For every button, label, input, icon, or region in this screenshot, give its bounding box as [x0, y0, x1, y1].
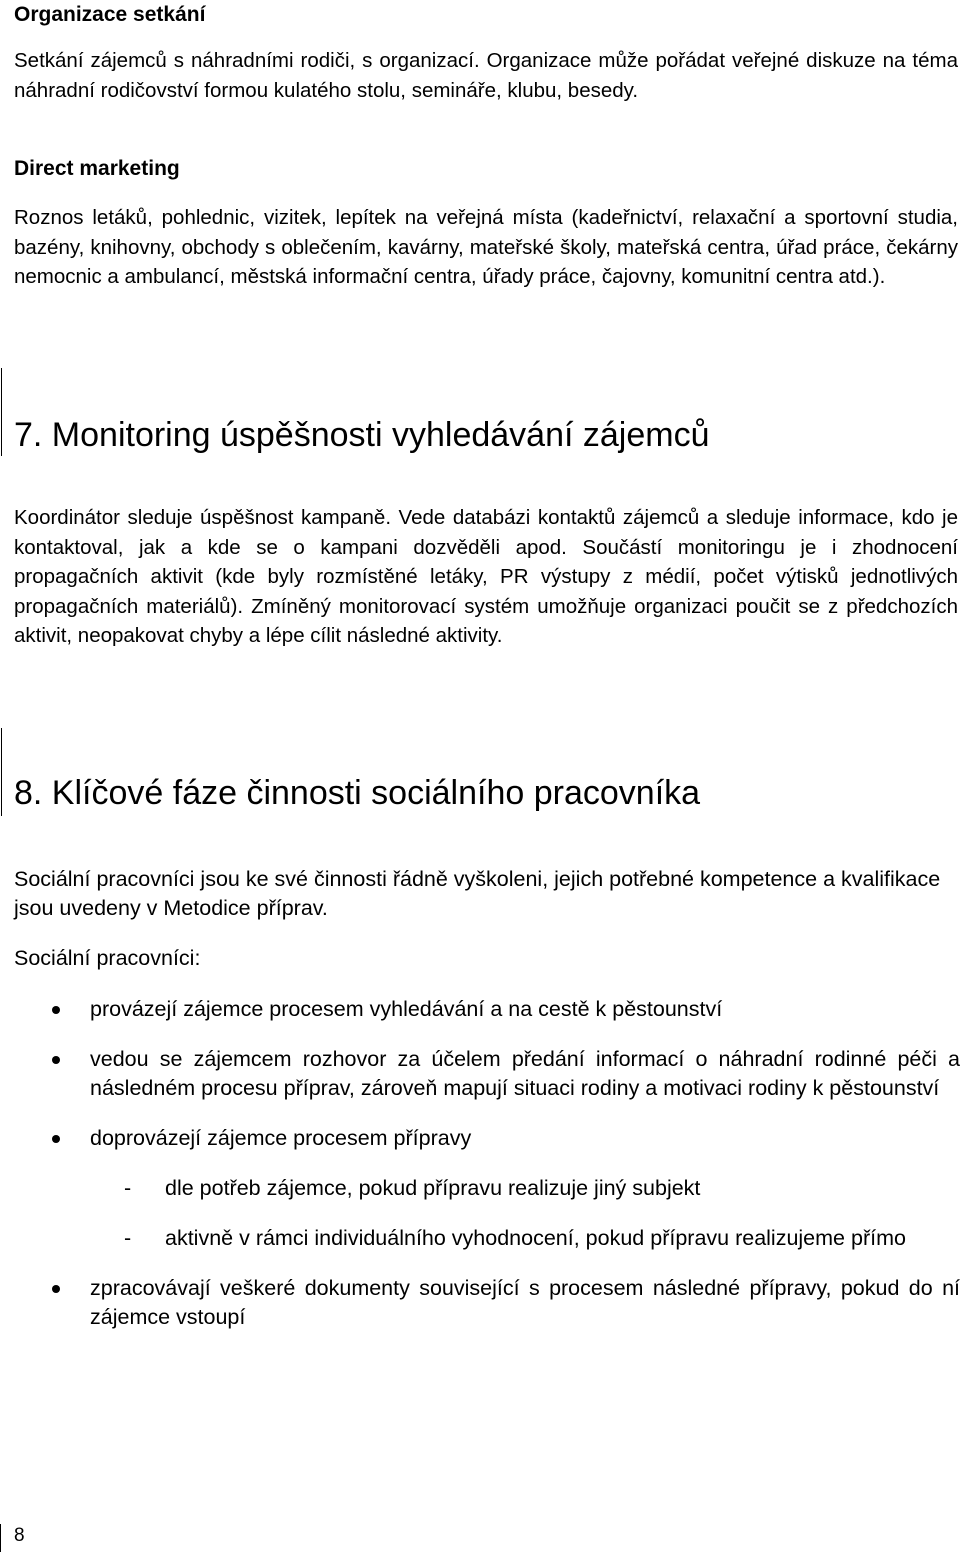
bullet-icon	[52, 1006, 60, 1014]
dash-marker: -	[124, 1226, 132, 1250]
bullet-icon	[52, 1135, 60, 1143]
sub-list-item-text: aktivně v rámci individuálního vyhodnocení, pokud přípravu realizujeme přímo	[165, 1226, 906, 1250]
list-item	[14, 1124, 960, 1253]
list-item	[14, 995, 960, 1024]
list-item-text: provázejí zájemce procesem vyhledávání a na cestě k pěstounství	[90, 997, 723, 1021]
bullet-icon	[52, 1285, 60, 1293]
list-item	[14, 1045, 960, 1103]
sub-list-item	[14, 1174, 960, 1203]
heading-margin-bar	[1, 368, 2, 456]
heading-organizace-setkani: Organizace setkání	[14, 3, 206, 26]
sub-list-item-text: dle potřeb zájemce, pokud přípravu realizuje jiný subjekt	[165, 1176, 701, 1200]
list-item	[14, 1274, 960, 1332]
list-item-text: doprovázejí zájemce procesem přípravy	[90, 1126, 472, 1150]
bullet-list	[14, 995, 960, 1353]
paragraph-monitoring: Koordinátor sleduje úspěšnost kampaně. Vede databázi kontaktů zájemců a sleduje informace, kdo je kontaktoval, jak a kde se o kampani dozvěděli apod. Součástí monitoringu je i zhodnocení propagačních aktivit (kde byly rozmístěné letáky, PR výstupy z médií, počet výtisků jednotlivých propagačních materiálů). Zmíněný monitorovací systém umožňuje organizaci poučit se z předchozích aktivit, neopakovat chyby a lépe cílit následné aktivity.	[14, 506, 958, 647]
section-heading-8: 8. Klíčové fáze činnosti sociálního pracovníka	[14, 774, 701, 812]
bullet-icon	[52, 1056, 60, 1064]
list-item-text: vedou se zájemcem rozhovor za účelem předání informací o náhradní rodinné péči a následném procesu příprav, zároveň mapují situaci rodiny a motivaci rodiny k pěstounství	[90, 1047, 960, 1100]
paragraph-socialni-pracovnici-intro: Sociální pracovníci jsou ke své činnosti řádně vyškoleni, jejich potřebné kompetence a kvalifikace jsou uvedeny v Metodice příprav.	[14, 867, 941, 920]
sub-list	[14, 1174, 960, 1253]
sub-list-item	[14, 1224, 960, 1253]
list-item-text: zpracovávají veškeré dokumenty související s procesem následné přípravy, pokud do ní zájemce vstoupí	[90, 1276, 960, 1329]
heading-margin-bar	[1, 728, 2, 816]
paragraph-organizace-setkani: Setkání zájemců s náhradními rodiči, s organizací. Organizace může pořádat veřejné diskuze na téma náhradní rodičovství formou kulatého stolu, semináře, klubu, besedy.	[14, 49, 958, 102]
paragraph-direct-marketing: Roznos letáků, pohlednic, vizitek, lepítek na veřejná místa (kadeřnictví, relaxační a sportovní studia, bazény, knihovny, obchody s oblečením, kavárny, mateřské školy, mateřská centra, úřad práce, čekárny nemocnic a ambulancí, městská informační centra, úřady práce, čajovny, komunitní centra atd.).	[14, 206, 958, 288]
page-number: 8	[14, 1525, 25, 1546]
page-number-bar	[0, 1524, 1, 1552]
section-heading-7: 7. Monitoring úspěšnosti vyhledávání zájemců	[14, 416, 710, 454]
heading-direct-marketing: Direct marketing	[14, 157, 180, 180]
dash-marker: -	[124, 1176, 132, 1200]
list-label: Sociální pracovníci:	[14, 946, 201, 970]
